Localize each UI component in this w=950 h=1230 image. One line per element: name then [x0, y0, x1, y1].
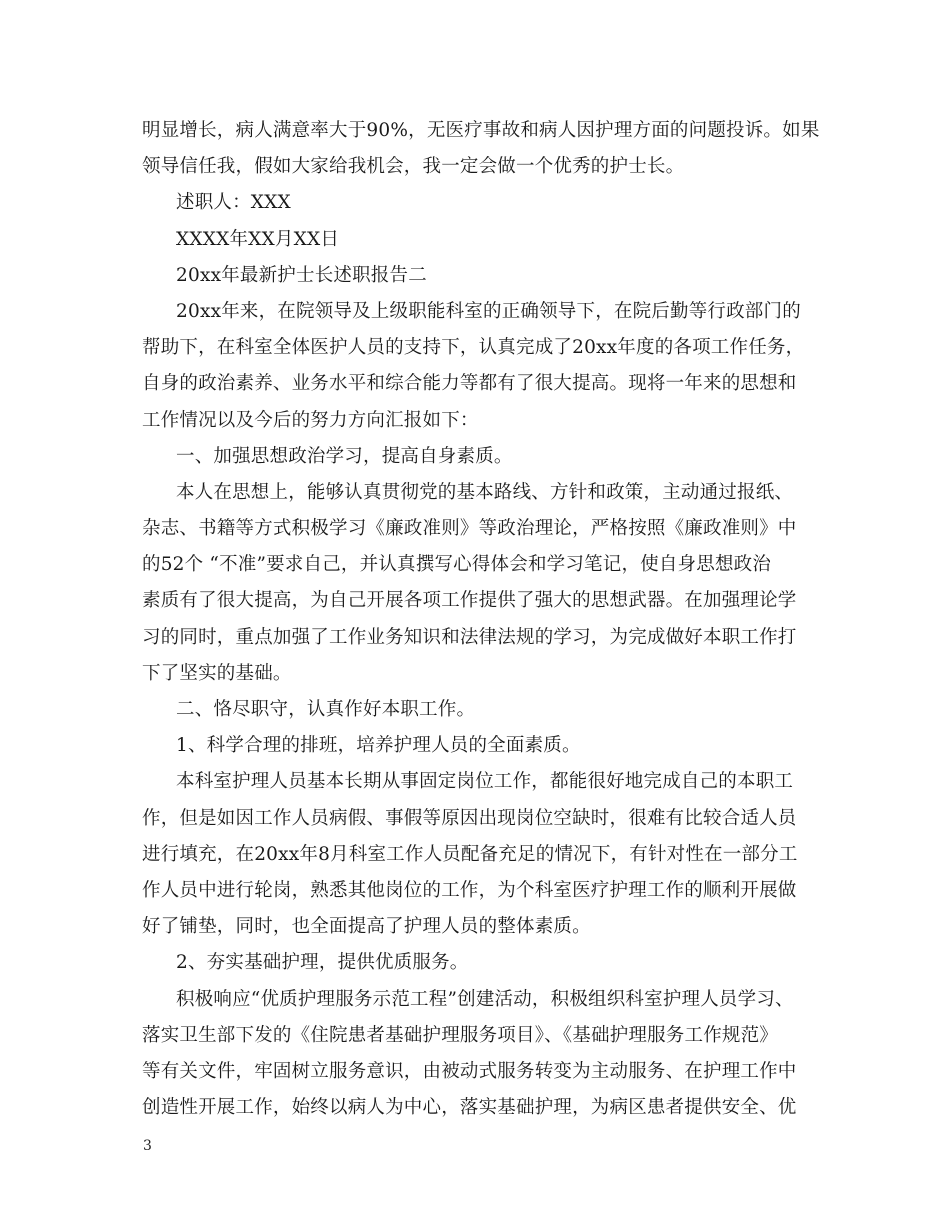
text-line: 自身的政治素养、业务水平和综合能力等都有了很大提高。现将一年来的思想和	[142, 373, 797, 395]
text-line: 一、加强思想政治学习，提高自身素质。	[176, 445, 513, 467]
text-line: 2、夯实基础护理，提供优质服务。	[176, 952, 469, 974]
text-line: 20xx年最新护士长述职报告二	[176, 264, 427, 286]
text-line: 素质有了很大提高，为自己开展各项工作提供了强大的思想武器。在加强理论学	[142, 590, 797, 612]
text-line: 述职人：XXX	[176, 192, 291, 214]
text-line: XXXX年XX月XX日	[176, 228, 340, 250]
text-line: 好了铺垫，同时，也全面提高了护理人员的整体素质。	[142, 916, 591, 938]
text-line: 本科室护理人员基本长期从事固定岗位工作，都能很好地完成自己的本职工	[176, 771, 794, 793]
text-line: 20xx年来，在院领导及上级职能科室的正确领导下，在院后勤等行政部门的	[176, 300, 801, 322]
text-line: 本人在思想上，能够认真贯彻党的基本路线、方针和政策，主动通过报纸、	[176, 481, 794, 503]
text-line: 杂志、书籍等方式积极学习《廉政准则》等政治理论，严格按照《廉政准则》中	[142, 518, 797, 540]
report-body	[142, 113, 832, 1126]
text-line: 作，但是如因工作人员病假、事假等原因出现岗位空缺时，很难有比较合适人员	[142, 807, 797, 829]
text-line: 创造性开展工作，始终以病人为中心，落实基础护理，为病区患者提供安全、优	[142, 1097, 797, 1119]
text-line: 作人员中进行轮岗，熟悉其他岗位的工作，为个科室医疗护理工作的顺利开展做	[142, 879, 797, 901]
text-line: 积极响应“优质护理服务示范工程”创建活动，积极组织科室护理人员学习、	[176, 988, 794, 1010]
text-line: 帮助下，在科室全体医护人员的支持下，认真完成了20xx年度的各项工作任务，	[142, 337, 805, 359]
text-line: 领导信任我，假如大家给我机会，我一定会做一个优秀的护士长。	[142, 156, 685, 178]
text-line: 习的同时，重点加强了工作业务知识和法律法规的学习，为完成做好本职工作打	[142, 626, 797, 648]
text-line: 进行填充，在20xx年8月科室工作人员配备充足的情况下，有针对性在一部分工	[142, 843, 798, 865]
text-line: 1、科学合理的排班，培养护理人员的全面素质。	[176, 735, 581, 757]
text-line: 等有关文件，牢固树立服务意识，由被动式服务转变为主动服务、在护理工作中	[142, 1060, 797, 1082]
text-line: 工作情况以及今后的努力方向汇报如下：	[142, 409, 479, 431]
text-line: 下了坚实的基础。	[142, 662, 292, 684]
text-line: 的52个 “不准”要求自己，并认真撰写心得体会和学习笔记，使自身思想政治	[142, 554, 772, 576]
text-line: 明显增长，病人满意率大于90%，无医疗事故和病人因护理方面的问题投诉。如果	[142, 120, 820, 141]
text-line: 二、恪尽职守，认真作好本职工作。	[176, 699, 476, 720]
page-number: 3	[143, 1138, 152, 1154]
text-line: 落实卫生部下发的《住院患者基础护理服务项目》、《基础护理服务工作规范》	[142, 1024, 779, 1046]
